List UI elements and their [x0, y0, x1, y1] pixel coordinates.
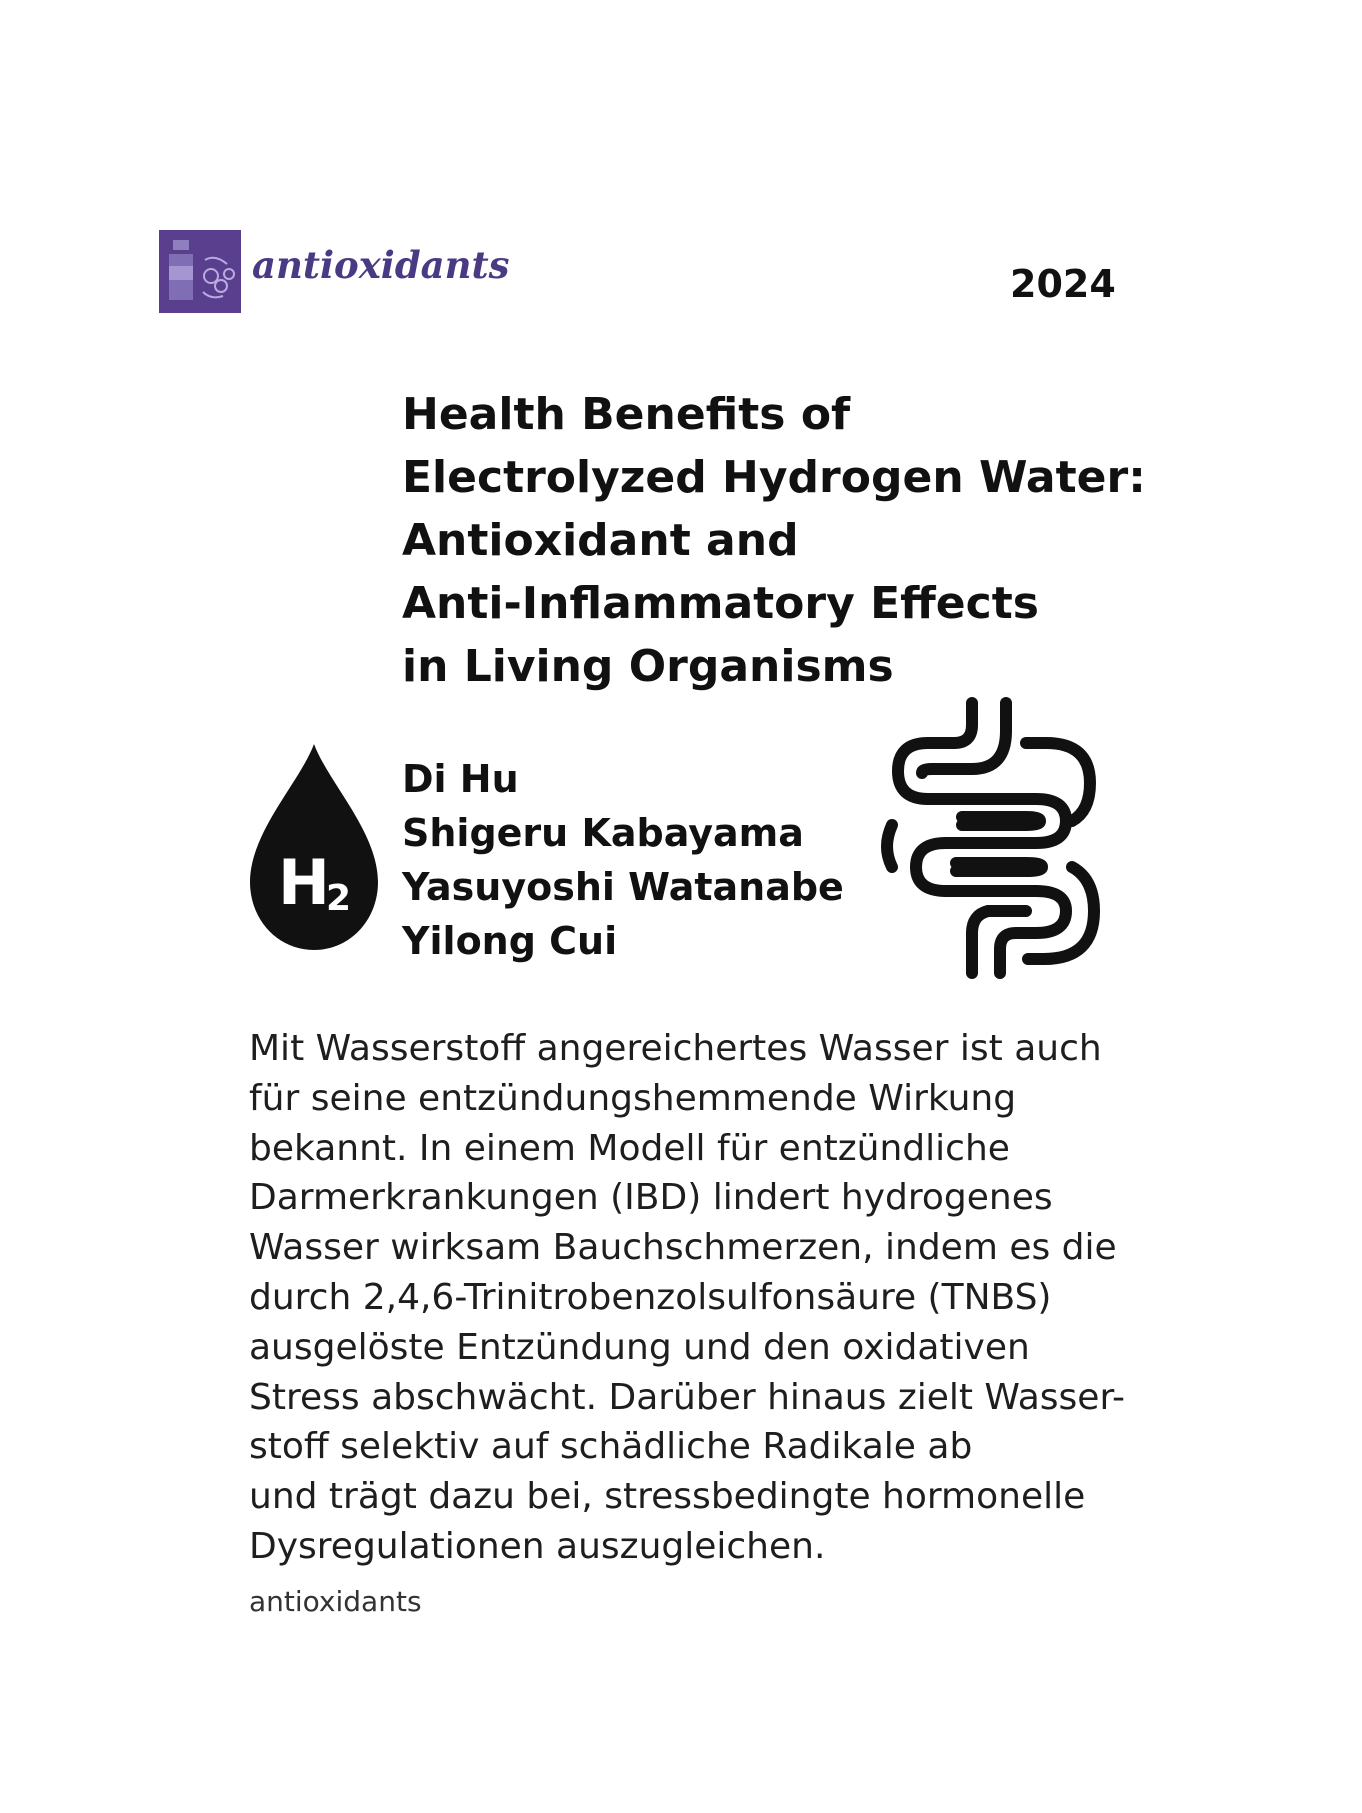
article-title — [402, 383, 1146, 698]
drop-subscript: 2 — [326, 878, 352, 919]
title-line: Antioxidant and — [402, 515, 799, 566]
title-line: Electrolyzed Hydrogen Water: — [402, 452, 1146, 503]
summary-paragraph — [249, 1024, 1125, 1572]
title-line: in Living Organisms — [402, 641, 894, 692]
paragraph-line: Darmerkrankungen (IBD) lindert hydrogenes — [249, 1177, 1053, 1219]
footer-brand: antioxidants — [249, 1585, 422, 1618]
intestine-icon — [876, 697, 1108, 979]
paragraph-line: Stress abschwächt. Darüber hinaus zielt Wasser- — [249, 1376, 1125, 1418]
paragraph-line: Wasser wirksam Bauchschmerzen, indem es die — [249, 1227, 1117, 1269]
journal-logo-text: antioxidants — [252, 243, 510, 287]
title-line: Anti-Inflammatory Effects — [402, 578, 1039, 629]
author-name: Yasuyoshi Watanabe — [402, 865, 844, 909]
paragraph-line: bekannt. In einem Modell für entzündliche — [249, 1127, 1010, 1169]
author-name: Shigeru Kabayama — [402, 811, 804, 855]
journal-logo-image — [159, 230, 241, 313]
paragraph-line: Dysregulationen auszugleichen. — [249, 1525, 826, 1567]
publication-year: 2024 — [1010, 262, 1116, 306]
title-line: Health Benefits of — [402, 389, 851, 440]
paragraph-line: durch 2,4,6-Trinitrobenzolsulfonsäure (TNBS) — [249, 1276, 1052, 1318]
paragraph-line: Mit Wasserstoff angereichertes Wasser ist auch — [249, 1028, 1102, 1069]
bottle-and-berries-icon — [159, 230, 241, 313]
paragraph-line: und trägt dazu bei, stressbedingte hormonelle — [249, 1476, 1086, 1518]
paragraph-line: stoff selektiv auf schädliche Radikale ab — [249, 1426, 973, 1468]
author-name: Di Hu — [402, 757, 519, 801]
hydrogen-drop-icon — [248, 742, 380, 952]
author-name: Yilong Cui — [402, 919, 618, 963]
paragraph-line: für seine entzündungshemmende Wirkung — [249, 1077, 1017, 1119]
drop-label: H — [278, 846, 330, 919]
paragraph-line: ausgelöste Entzündung und den oxidativen — [249, 1326, 1030, 1368]
author-list — [402, 752, 844, 968]
